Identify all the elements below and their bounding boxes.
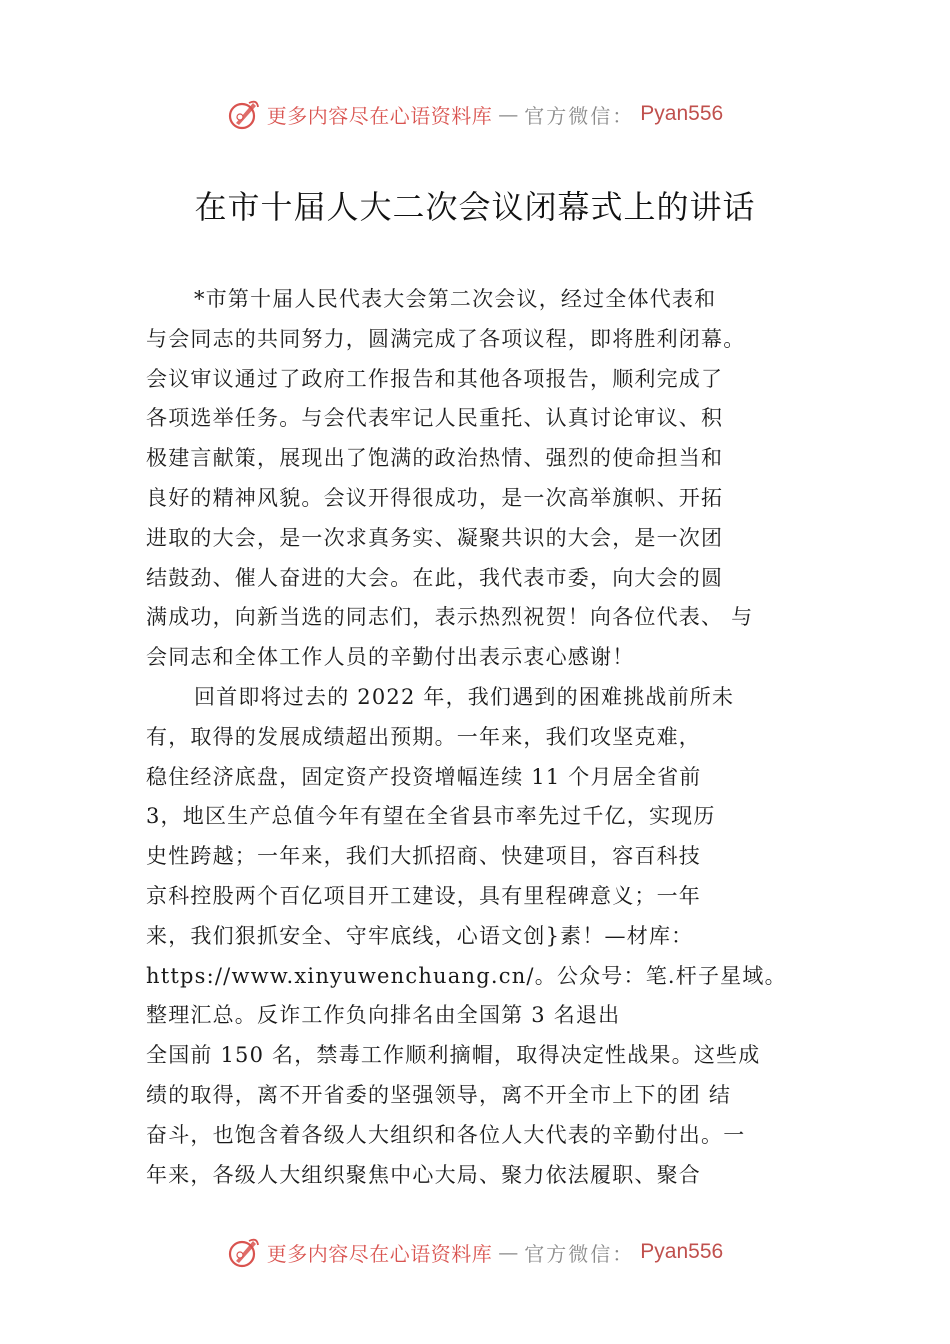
header-wechat-label: 官方微信： bbox=[524, 103, 635, 128]
body-line: 回首即将过去的 2022 年，我们遇到的困难挑战前所未 bbox=[194, 684, 735, 709]
body-line: 全国前 150 名，禁毒工作顺利摘帽，取得决定性战果。这些成 bbox=[146, 1043, 761, 1068]
footer-wechat-account: Pyan556 bbox=[640, 1240, 724, 1263]
body-line: 会同志和全体工作人员的辛勤付出表示衷心感谢！ bbox=[146, 645, 635, 670]
body-line: https://www.xinyuwenchuang.cn/。公众号：笔.杆子星域。 bbox=[146, 963, 787, 988]
quill-seal-logo-icon bbox=[227, 97, 261, 131]
footer-brand-text: 更多内容尽在心语资料库 bbox=[266, 1241, 493, 1266]
body-line: 极建言献策，展现出了饱满的政治热情、强烈的使命担当和 bbox=[146, 446, 724, 471]
footer-wechat-label: 官方微信： bbox=[524, 1241, 635, 1266]
body-line: 京科控股两个百亿项目开工建设，具有里程碑意义；一年 bbox=[146, 883, 701, 908]
body-line: 良好的精神风貌。会议开得很成功，是一次高举旗帜、开拓 bbox=[146, 485, 724, 510]
body-line: 整理汇总。反诈工作负向排名由全国第 3 名退出 bbox=[146, 1003, 621, 1028]
body-line: 满成功，向新当选的同志们，表示热烈祝贺！向各位代表、 与 bbox=[146, 605, 754, 630]
quill-seal-logo-icon bbox=[227, 1235, 261, 1269]
body-line: 史性跨越；一年来，我们大抓招商、快建项目，容百科技 bbox=[146, 844, 701, 869]
footer-banner bbox=[0, 1230, 950, 1274]
footer-separator: — bbox=[498, 1240, 519, 1264]
document-title: 在市十届人大二次会议闭幕式上的讲话 bbox=[194, 188, 756, 226]
header-wechat-account: Pyan556 bbox=[640, 102, 724, 125]
body-line: 进取的大会，是一次求真务实、凝聚共识的大会，是一次团 bbox=[146, 525, 724, 550]
body-line: 结鼓劲、催人奋进的大会。在此，我代表市委，向大会的圆 bbox=[146, 565, 724, 590]
header-separator: — bbox=[498, 102, 519, 126]
body-line: 会议审议通过了政府工作报告和其他各项报告，顺利完成了 bbox=[146, 366, 724, 391]
body-line: 与会同志的共同努力，圆满完成了各项议程，即将胜利闭幕。 bbox=[146, 326, 746, 351]
body-line: 来，我们狠抓安全、守牢底线，心语文创}素！—材库： bbox=[146, 923, 694, 948]
body-line: 有，取得的发展成绩超出预期。一年来，我们攻坚克难， bbox=[146, 724, 701, 749]
header-brand-text: 更多内容尽在心语资料库 bbox=[266, 103, 493, 128]
body-line: 年来，各级人大组织聚焦中心大局、聚力依法履职、聚合 bbox=[146, 1162, 701, 1187]
header-banner bbox=[0, 92, 950, 136]
body-line: 绩的取得，离不开省委的坚强领导，离不开全市上下的团 结 bbox=[146, 1082, 732, 1107]
body-line: *市第十届人民代表大会第二次会议，经过全体代表和 bbox=[194, 287, 717, 311]
document-body bbox=[146, 280, 836, 1195]
body-line: 稳住经济底盘，固定资产投资增幅连续 11 个月居全省前 bbox=[146, 764, 702, 789]
body-line: 3，地区生产总值今年有望在全省县市率先过千亿，实现历 bbox=[146, 804, 716, 829]
body-line: 各项选举任务。与会代表牢记人民重托、认真讨论审议、积 bbox=[146, 406, 724, 431]
body-line: 奋斗，也饱含着各级人大组织和各位人大代表的辛勤付出。一 bbox=[146, 1122, 746, 1147]
